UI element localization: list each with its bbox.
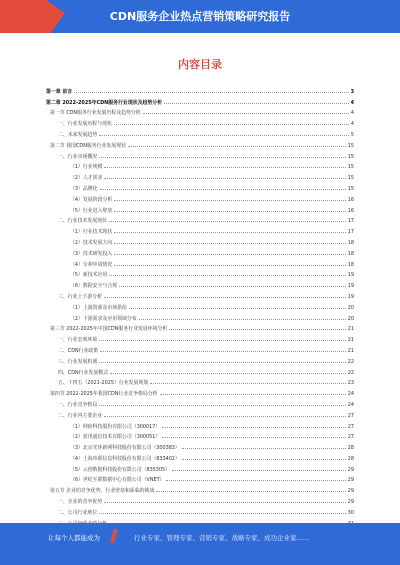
toc-entry[interactable] xyxy=(46,397,354,408)
toc-entry[interactable] xyxy=(46,214,354,225)
toc-entry-label: 第一章 前言 xyxy=(46,88,73,95)
toc-entry[interactable] xyxy=(46,170,354,181)
toc-leader-dots xyxy=(99,361,346,363)
toc-entry[interactable] xyxy=(46,505,354,516)
toc-entry[interactable] xyxy=(46,376,354,387)
toc-entry-page: 16 xyxy=(347,196,354,203)
toc-entry-page: 24 xyxy=(347,391,354,398)
toc-leader-dots xyxy=(104,166,345,168)
toc-entry-page: 23 xyxy=(347,380,354,387)
toc-leader-dots xyxy=(150,382,346,384)
toc-leader-dots xyxy=(166,479,345,481)
toc-entry-label: （4）专利申请情况 xyxy=(70,261,113,268)
toc-entry[interactable] xyxy=(46,300,354,311)
toc-entry[interactable] xyxy=(46,224,354,235)
toc-leader-dots xyxy=(139,318,346,320)
toc-leader-dots xyxy=(99,156,346,158)
toc-entry-label: 第三节 2022-2025年中国CDN服务行业发展环境分析 xyxy=(50,326,168,333)
toc-entry[interactable] xyxy=(46,322,354,333)
footer-accent xyxy=(110,529,118,543)
toc-entry[interactable] xyxy=(46,127,354,138)
toc-entry[interactable] xyxy=(46,257,354,268)
table-of-contents xyxy=(46,84,354,527)
toc-entry[interactable] xyxy=(46,311,354,322)
toc-entry-page: 20 xyxy=(347,315,354,322)
toc-entry-page: 5 xyxy=(350,131,354,138)
toc-entry-page: 29 xyxy=(347,488,354,495)
toc-leader-dots xyxy=(162,436,346,438)
toc-entry[interactable] xyxy=(46,192,354,203)
toc-leader-dots xyxy=(162,426,346,428)
toc-leader-dots xyxy=(114,264,346,266)
toc-entry[interactable] xyxy=(46,116,354,127)
toc-entry[interactable] xyxy=(46,365,354,376)
toc-entry-label: 四、CDN行业发展模式 xyxy=(58,369,108,376)
toc-entry-label: 一、行业发展历程与现状 xyxy=(58,121,112,128)
header-bar xyxy=(0,0,400,33)
toc-entry-label: （1）网宿科技股份有限公司（300017） xyxy=(70,423,161,430)
toc-entry-page: 21 xyxy=(347,326,354,333)
toc-entry-page: 24 xyxy=(347,401,354,408)
toc-entry[interactable] xyxy=(46,408,354,419)
toc-entry-label: 二、公司行业地位 xyxy=(58,509,98,516)
toc-entry-label: 三、行业发展机遇 xyxy=(58,358,98,365)
toc-leader-dots xyxy=(100,188,346,190)
toc-entry-label: （1）行业规模 xyxy=(70,164,103,171)
toc-entry[interactable] xyxy=(46,138,354,149)
toc-entry-label: 二、行业内主要企业 xyxy=(58,412,103,419)
toc-leader-dots xyxy=(156,490,346,492)
toc-leader-dots xyxy=(114,231,346,233)
toc-entry-page: 17 xyxy=(347,218,354,225)
toc-leader-dots xyxy=(143,112,349,114)
toc-entry[interactable] xyxy=(46,332,354,343)
toc-entry-page: 15 xyxy=(347,142,354,149)
toc-entry-page: 29 xyxy=(347,477,354,484)
toc-entry-label: （4）发展阶段分析 xyxy=(70,196,113,203)
toc-entry-label: 三、行业上下游分析 xyxy=(58,293,103,300)
toc-entry[interactable] xyxy=(46,494,354,505)
toc-entry-page: 28 xyxy=(347,455,354,462)
toc-leader-dots xyxy=(104,501,346,503)
toc-leader-dots xyxy=(114,123,349,125)
toc-entry-page: 15 xyxy=(347,175,354,182)
toc-entry-label: 二、行业技术发展现状 xyxy=(58,218,107,225)
toc-entry-page: 18 xyxy=(347,239,354,246)
footer-slogan: 让每个人都能成为 xyxy=(48,534,100,542)
toc-entry-page: 20 xyxy=(347,304,354,311)
toc-leader-dots xyxy=(160,393,346,395)
toc-leader-dots xyxy=(172,469,346,471)
toc-entry-label: （2）蓝汛通信技术有限公司（300051） xyxy=(70,434,161,441)
toc-entry-page: 29 xyxy=(347,499,354,506)
toc-entry-page: 18 xyxy=(347,261,354,268)
toc-entry-label: 一、行业竞争格局 xyxy=(58,401,98,408)
toc-leader-dots xyxy=(164,102,349,104)
toc-leader-dots xyxy=(99,134,349,136)
toc-entry[interactable] xyxy=(46,246,354,257)
toc-entry-page: 16 xyxy=(347,207,354,214)
toc-entry[interactable] xyxy=(46,278,354,289)
toc-entry-label: 第五节 企业的竞争优势、行业壁垒和面临的挑战 xyxy=(50,488,155,495)
toc-leader-dots xyxy=(109,220,346,222)
toc-entry-page: 27 xyxy=(347,412,354,419)
toc-entry-page: 28 xyxy=(347,445,354,452)
toc-leader-dots xyxy=(99,404,346,406)
toc-entry-page: 21 xyxy=(347,337,354,344)
toc-leader-dots xyxy=(129,307,346,309)
toc-leader-dots xyxy=(110,372,346,374)
report-title: CDN服务企业热点营销策略研究报告 xyxy=(109,10,291,23)
toc-entry-label: 二、CDN行业政策 xyxy=(58,347,99,354)
toc-leader-dots xyxy=(104,296,346,298)
toc-leader-dots xyxy=(99,339,346,341)
toc-entry-label: （1）上游资源及市场供给 xyxy=(70,304,127,311)
toc-entry-label: （3）北京光环新网科技股份有限公司（300383） xyxy=(70,445,180,452)
toc-entry[interactable] xyxy=(46,343,354,354)
toc-entry-page: 19 xyxy=(347,272,354,279)
toc-entry[interactable] xyxy=(46,160,354,171)
toc-leader-dots xyxy=(182,458,346,460)
toc-leader-dots xyxy=(114,253,346,255)
toc-entry-label: （3）技术研发投入 xyxy=(70,250,113,257)
toc-leader-dots xyxy=(119,285,346,287)
toc-leader-dots xyxy=(100,350,346,352)
toc-entry-label: （2）技术发展方向 xyxy=(70,239,113,246)
toc-leader-dots xyxy=(169,328,345,330)
toc-entry[interactable] xyxy=(46,354,354,365)
toc-entry[interactable] xyxy=(46,203,354,214)
toc-entry-page: 4 xyxy=(350,99,354,106)
toc-entry-label: 第二节 我国CDN服务行业发展现状 xyxy=(50,142,126,149)
toc-entry-label: 一、企业的竞争优势 xyxy=(58,499,103,506)
toc-entry[interactable] xyxy=(46,430,354,441)
toc-leader-dots xyxy=(114,242,346,244)
toc-entry-label: （2）下游需求及应用领域分布 xyxy=(70,315,137,322)
toc-entry-page: 3 xyxy=(350,88,354,95)
toc-entry[interactable] xyxy=(46,149,354,160)
toc-entry[interactable] xyxy=(46,95,354,106)
toc-entry[interactable] xyxy=(46,483,354,494)
toc-entry-page: 4 xyxy=(350,121,354,128)
toc-entry-label: 五、十四五（2021-2025）行业发展规划 xyxy=(58,380,149,387)
toc-entry-page: 15 xyxy=(347,153,354,160)
toc-entry-label: （1）行业技术现状 xyxy=(70,229,113,236)
toc-entry-page: 29 xyxy=(347,466,354,473)
toc-entry[interactable] xyxy=(46,451,354,462)
toc-entry[interactable] xyxy=(46,235,354,246)
toc-entry-page: 27 xyxy=(347,423,354,430)
toc-entry-label: 一、行业宏观环境 xyxy=(58,337,98,344)
footer-roles: 行业专家、管理专家、营销专家、战略专家、成功企业家…… xyxy=(134,534,310,542)
footer-bar xyxy=(0,523,400,565)
toc-entry-label: （5）新技术应用 xyxy=(70,272,108,279)
toc-entry[interactable] xyxy=(46,289,354,300)
toc-entry-label: 第四节 2022-2025年我国CDN行业竞争格局分析 xyxy=(50,391,158,398)
toc-entry-page: 27 xyxy=(347,434,354,441)
toc-entry-label: （4）上海帝联信息科技股份有限公司（833402） xyxy=(70,455,180,462)
toc-entry-page: 19 xyxy=(347,283,354,290)
toc-entry-page: 15 xyxy=(347,185,354,192)
toc-leader-dots xyxy=(128,145,346,147)
toc-entry-page: 18 xyxy=(347,250,354,257)
toc-heading: 内容目录 xyxy=(178,58,222,71)
toc-leader-dots xyxy=(99,512,346,514)
toc-entry-label: （3）品牌化 xyxy=(70,185,98,192)
toc-entry-page: 19 xyxy=(347,293,354,300)
toc-entry[interactable] xyxy=(46,440,354,451)
toc-entry[interactable] xyxy=(46,84,354,95)
toc-entry-page: 17 xyxy=(347,229,354,236)
toc-entry[interactable] xyxy=(46,181,354,192)
toc-leader-dots xyxy=(114,210,346,212)
toc-entry[interactable] xyxy=(46,473,354,484)
toc-entry-page: 15 xyxy=(347,164,354,171)
toc-entry-label: （5）云创数据科技股份有限公司（835305） xyxy=(70,466,171,473)
toc-entry[interactable] xyxy=(46,419,354,430)
toc-entry-label: 第二章 2022-2025年CDN服务行业现状及趋势分析 xyxy=(46,99,163,106)
toc-leader-dots xyxy=(104,177,345,179)
toc-entry[interactable] xyxy=(46,386,354,397)
toc-leader-dots xyxy=(104,415,346,417)
toc-entry-page: 22 xyxy=(347,369,354,376)
toc-entry[interactable] xyxy=(46,106,354,117)
toc-entry-label: （5）行业进入壁垒 xyxy=(70,207,113,214)
toc-entry-label: （2）人才需求 xyxy=(70,175,103,182)
toc-entry-label: 一、行业市场概况 xyxy=(58,153,98,160)
toc-entry[interactable] xyxy=(46,268,354,279)
toc-entry-label: 第一节 CDN服务行业发展历程及趋势分析 xyxy=(50,110,141,117)
toc-entry-page: 30 xyxy=(347,509,354,516)
toc-leader-dots xyxy=(74,91,348,93)
toc-entry-label: 二、未来发展趋势 xyxy=(58,131,98,138)
toc-leader-dots xyxy=(114,199,346,201)
toc-entry-label: （6）世纪互联数据中心有限公司（VNET） xyxy=(70,477,165,484)
toc-leader-dots xyxy=(182,447,346,449)
toc-entry-page: 4 xyxy=(350,110,354,117)
toc-leader-dots xyxy=(109,274,345,276)
toc-entry-page: 22 xyxy=(347,358,354,365)
toc-entry[interactable] xyxy=(46,462,354,473)
toc-entry-label: （6）数据安全与合规 xyxy=(70,283,118,290)
toc-entry-page: 21 xyxy=(347,347,354,354)
